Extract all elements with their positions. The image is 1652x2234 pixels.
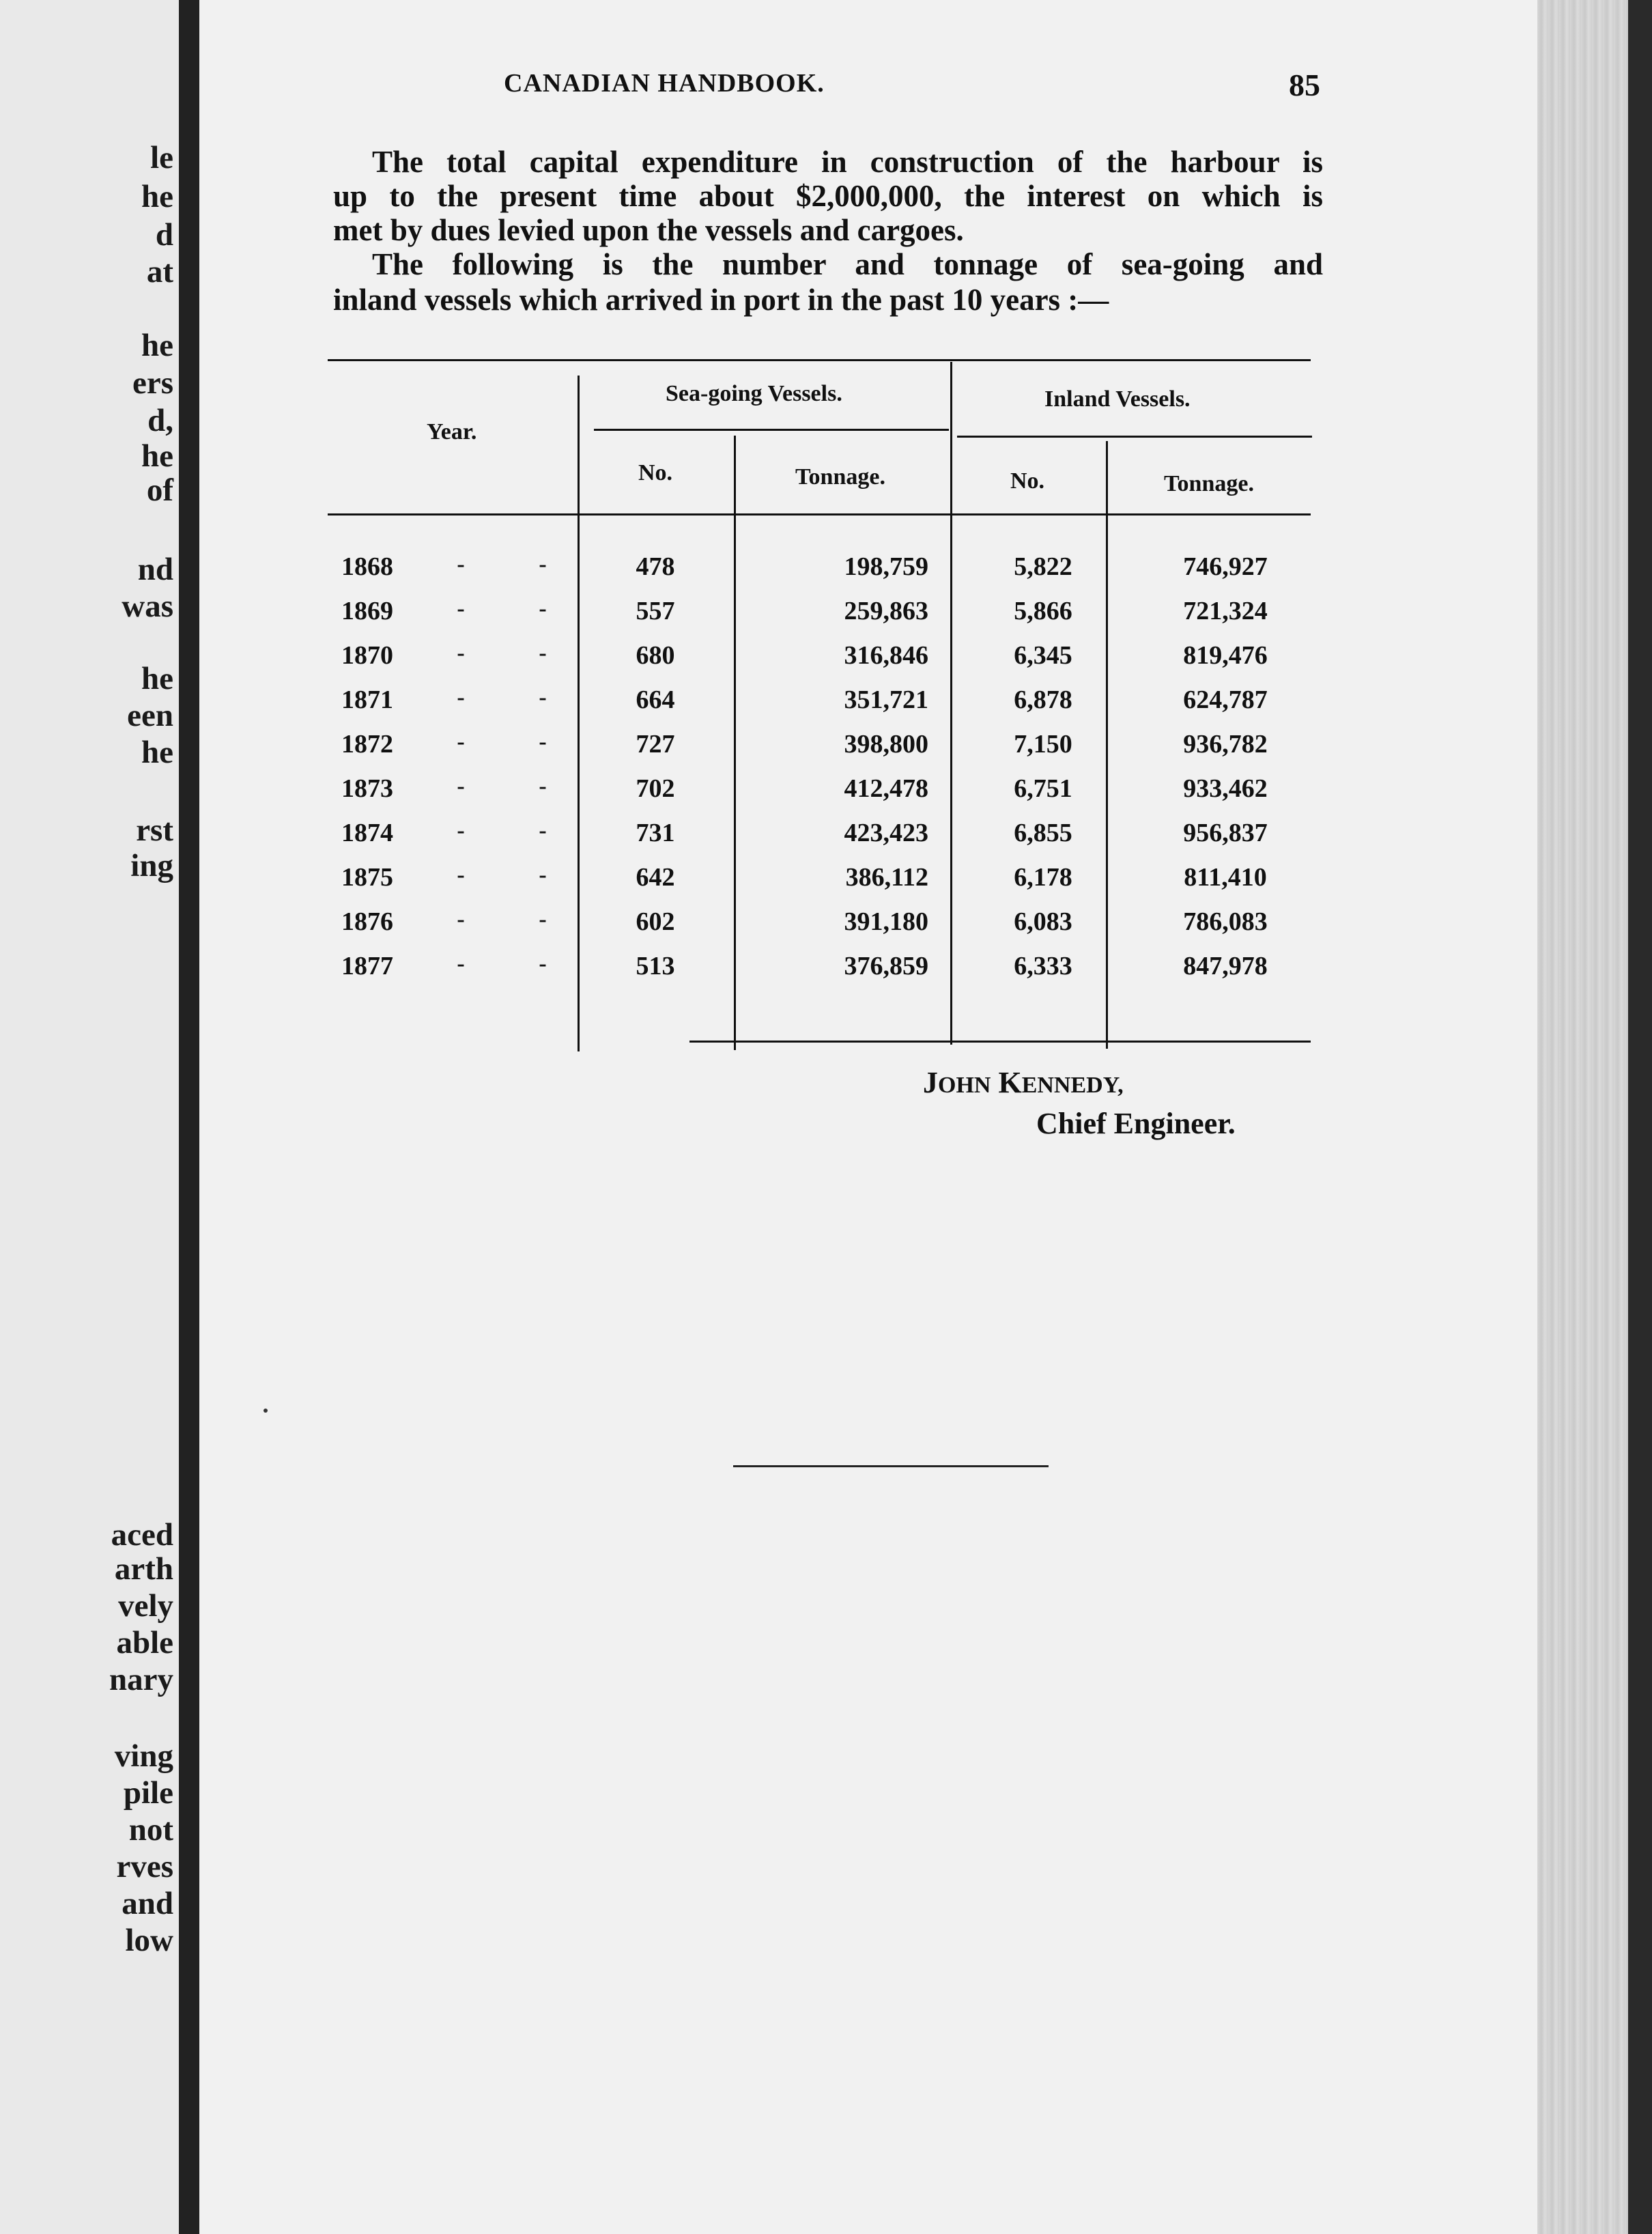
cell-year: 1877	[341, 952, 393, 980]
cell-sea-no: 642	[636, 863, 675, 892]
left-page-text: d,	[147, 403, 173, 438]
book-gutter	[179, 0, 199, 2234]
cell-inland-tonnage: 936,782	[1183, 730, 1268, 759]
cell-dash: -	[539, 951, 547, 976]
cell-sea-no: 557	[636, 597, 675, 625]
cell-inland-tonnage: 847,978	[1183, 952, 1268, 980]
cell-sea-tonnage: 376,859	[844, 952, 928, 980]
cell-dash: -	[539, 818, 547, 843]
header-sea-going: Sea-going Vessels.	[666, 381, 842, 406]
cell-dash: -	[457, 774, 465, 799]
cell-sea-no: 478	[636, 552, 675, 581]
left-page-text: was	[122, 589, 173, 624]
left-page-text: he	[141, 735, 173, 770]
running-header: CANADIAN HANDBOOK.	[504, 69, 825, 98]
cell-sea-tonnage: 412,478	[844, 774, 928, 803]
table-bottom-rule	[689, 1041, 1311, 1043]
header-inland-no: No.	[1010, 468, 1045, 494]
cell-inland-tonnage: 721,324	[1183, 597, 1268, 625]
left-page-text: ers	[132, 365, 173, 401]
cell-dash: -	[539, 640, 547, 666]
section-end-rule	[733, 1465, 1049, 1467]
left-page-fragment	[0, 0, 179, 2234]
paragraph-line-2: up to the present time about $2,000,000, the interest on which is	[333, 179, 1323, 213]
table-top-rule	[328, 359, 1311, 361]
cell-inland-no: 6,878	[1014, 685, 1072, 714]
cell-inland-tonnage: 746,927	[1183, 552, 1268, 581]
cell-inland-tonnage: 786,083	[1183, 907, 1268, 936]
left-page-text: he	[141, 328, 173, 363]
cell-dash: -	[457, 552, 465, 577]
cell-dash: -	[539, 729, 547, 754]
left-page-text: of	[146, 472, 173, 508]
cell-inland-tonnage: 819,476	[1183, 641, 1268, 670]
cell-dash: -	[457, 907, 465, 932]
sea-going-under-rule	[594, 429, 949, 431]
header-sea-tonnage: Tonnage.	[795, 464, 885, 490]
left-page-text: rves	[116, 1849, 173, 1884]
cell-inland-no: 6,345	[1014, 641, 1072, 670]
cell-sea-tonnage: 259,863	[844, 597, 928, 625]
cell-year: 1876	[341, 907, 393, 936]
cell-inland-no: 6,751	[1014, 774, 1072, 803]
left-page-text: he	[141, 661, 173, 696]
cell-year: 1870	[341, 641, 393, 670]
inland-under-rule	[957, 436, 1312, 438]
cell-sea-no: 727	[636, 730, 675, 759]
cell-dash: -	[457, 729, 465, 754]
cell-inland-tonnage: 811,410	[1184, 863, 1267, 892]
cell-inland-no: 6,855	[1014, 819, 1072, 847]
cell-sea-no: 513	[636, 952, 675, 980]
cell-inland-no: 6,178	[1014, 863, 1072, 892]
name-initial: J	[923, 1066, 938, 1099]
cell-dash: -	[539, 907, 547, 932]
surname-initial: K	[998, 1066, 1022, 1099]
cell-dash: -	[457, 640, 465, 666]
left-page-text: not	[128, 1812, 173, 1848]
cell-inland-no: 7,150	[1014, 730, 1072, 759]
header-year: Year.	[427, 419, 477, 444]
left-page-text: at	[146, 254, 173, 289]
left-page-text: ving	[114, 1738, 173, 1774]
paragraph-line-1: The total capital expenditure in construction of the harbour is	[372, 145, 1323, 179]
cell-dash: -	[457, 685, 465, 710]
signature-name	[923, 1065, 1124, 1100]
cell-dash: -	[457, 818, 465, 843]
cell-sea-no: 602	[636, 907, 675, 936]
cell-dash: -	[457, 596, 465, 621]
inland-no-column-rule	[1106, 441, 1108, 1049]
left-page-text: le	[150, 140, 173, 175]
left-page-text: arth	[114, 1551, 173, 1587]
cell-year: 1875	[341, 863, 393, 892]
cell-inland-tonnage: 956,837	[1183, 819, 1268, 847]
left-page-text: vely	[118, 1588, 173, 1624]
left-page-text: pile	[123, 1775, 173, 1811]
cell-year: 1868	[341, 552, 393, 581]
cell-dash: -	[457, 862, 465, 888]
cell-dash: -	[539, 596, 547, 621]
left-page-text: he	[141, 179, 173, 214]
cell-year: 1872	[341, 730, 393, 759]
cell-inland-no: 6,083	[1014, 907, 1072, 936]
left-page-text: nary	[109, 1662, 173, 1697]
sea-inland-column-rule	[950, 362, 952, 1045]
cell-sea-tonnage: 316,846	[844, 641, 928, 670]
signature-title: Chief Engineer.	[1036, 1107, 1236, 1140]
left-page-text: low	[125, 1923, 173, 1958]
cell-sea-no: 731	[636, 819, 675, 847]
cell-sea-tonnage: 351,721	[844, 685, 928, 714]
header-inland: Inland Vessels.	[1044, 386, 1191, 412]
left-page-text: ing	[130, 848, 173, 883]
cell-sea-no: 702	[636, 774, 675, 803]
cell-sea-tonnage: 198,759	[844, 552, 928, 581]
paragraph-line-3: met by dues levied upon the vessels and cargoes.	[333, 213, 964, 247]
left-page-text: d	[155, 217, 173, 253]
left-page-text: aced	[111, 1517, 173, 1553]
cell-year: 1874	[341, 819, 393, 847]
cell-dash: -	[539, 774, 547, 799]
scan-border	[1628, 0, 1652, 2234]
year-column-rule	[578, 376, 580, 1051]
page-number: 85	[1289, 68, 1320, 102]
cell-inland-no: 5,866	[1014, 597, 1072, 625]
cell-inland-no: 5,822	[1014, 552, 1072, 581]
cell-year: 1869	[341, 597, 393, 625]
cell-sea-tonnage: 391,180	[844, 907, 928, 936]
cell-inland-no: 6,333	[1014, 952, 1072, 980]
cell-sea-no: 664	[636, 685, 675, 714]
cell-sea-tonnage: 386,112	[845, 863, 928, 892]
cell-year: 1873	[341, 774, 393, 803]
cell-inland-tonnage: 933,462	[1183, 774, 1268, 803]
header-bottom-rule	[328, 513, 1311, 515]
paragraph-line-5: inland vessels which arrived in port in the past 10 years :—	[333, 283, 1109, 317]
cell-dash: -	[539, 685, 547, 710]
vessel-tonnage-table	[328, 348, 1318, 1045]
left-page-text: rst	[136, 812, 173, 848]
cell-dash: -	[457, 951, 465, 976]
cell-sea-tonnage: 398,800	[844, 730, 928, 759]
left-page-text: able	[116, 1625, 173, 1660]
name-part: OHN	[938, 1073, 991, 1098]
left-page-text: he	[141, 438, 173, 474]
paragraph-line-4: The following is the number and tonnage of sea-going and	[372, 247, 1323, 281]
left-page-text: een	[127, 698, 173, 733]
left-page-text: and	[122, 1886, 173, 1921]
cell-year: 1871	[341, 685, 393, 714]
surname-part: ENNEDY,	[1021, 1073, 1124, 1098]
sea-no-column-rule	[734, 436, 736, 1050]
cell-sea-no: 680	[636, 641, 675, 670]
ink-speck	[264, 1409, 268, 1413]
header-sea-no: No.	[638, 460, 673, 485]
cell-dash: -	[539, 862, 547, 888]
cell-sea-tonnage: 423,423	[844, 819, 928, 847]
header-inland-tonnage: Tonnage.	[1164, 471, 1254, 496]
cell-dash: -	[539, 552, 547, 577]
left-page-text: nd	[137, 552, 173, 587]
book-page	[199, 0, 1537, 2234]
cell-inland-tonnage: 624,787	[1183, 685, 1268, 714]
